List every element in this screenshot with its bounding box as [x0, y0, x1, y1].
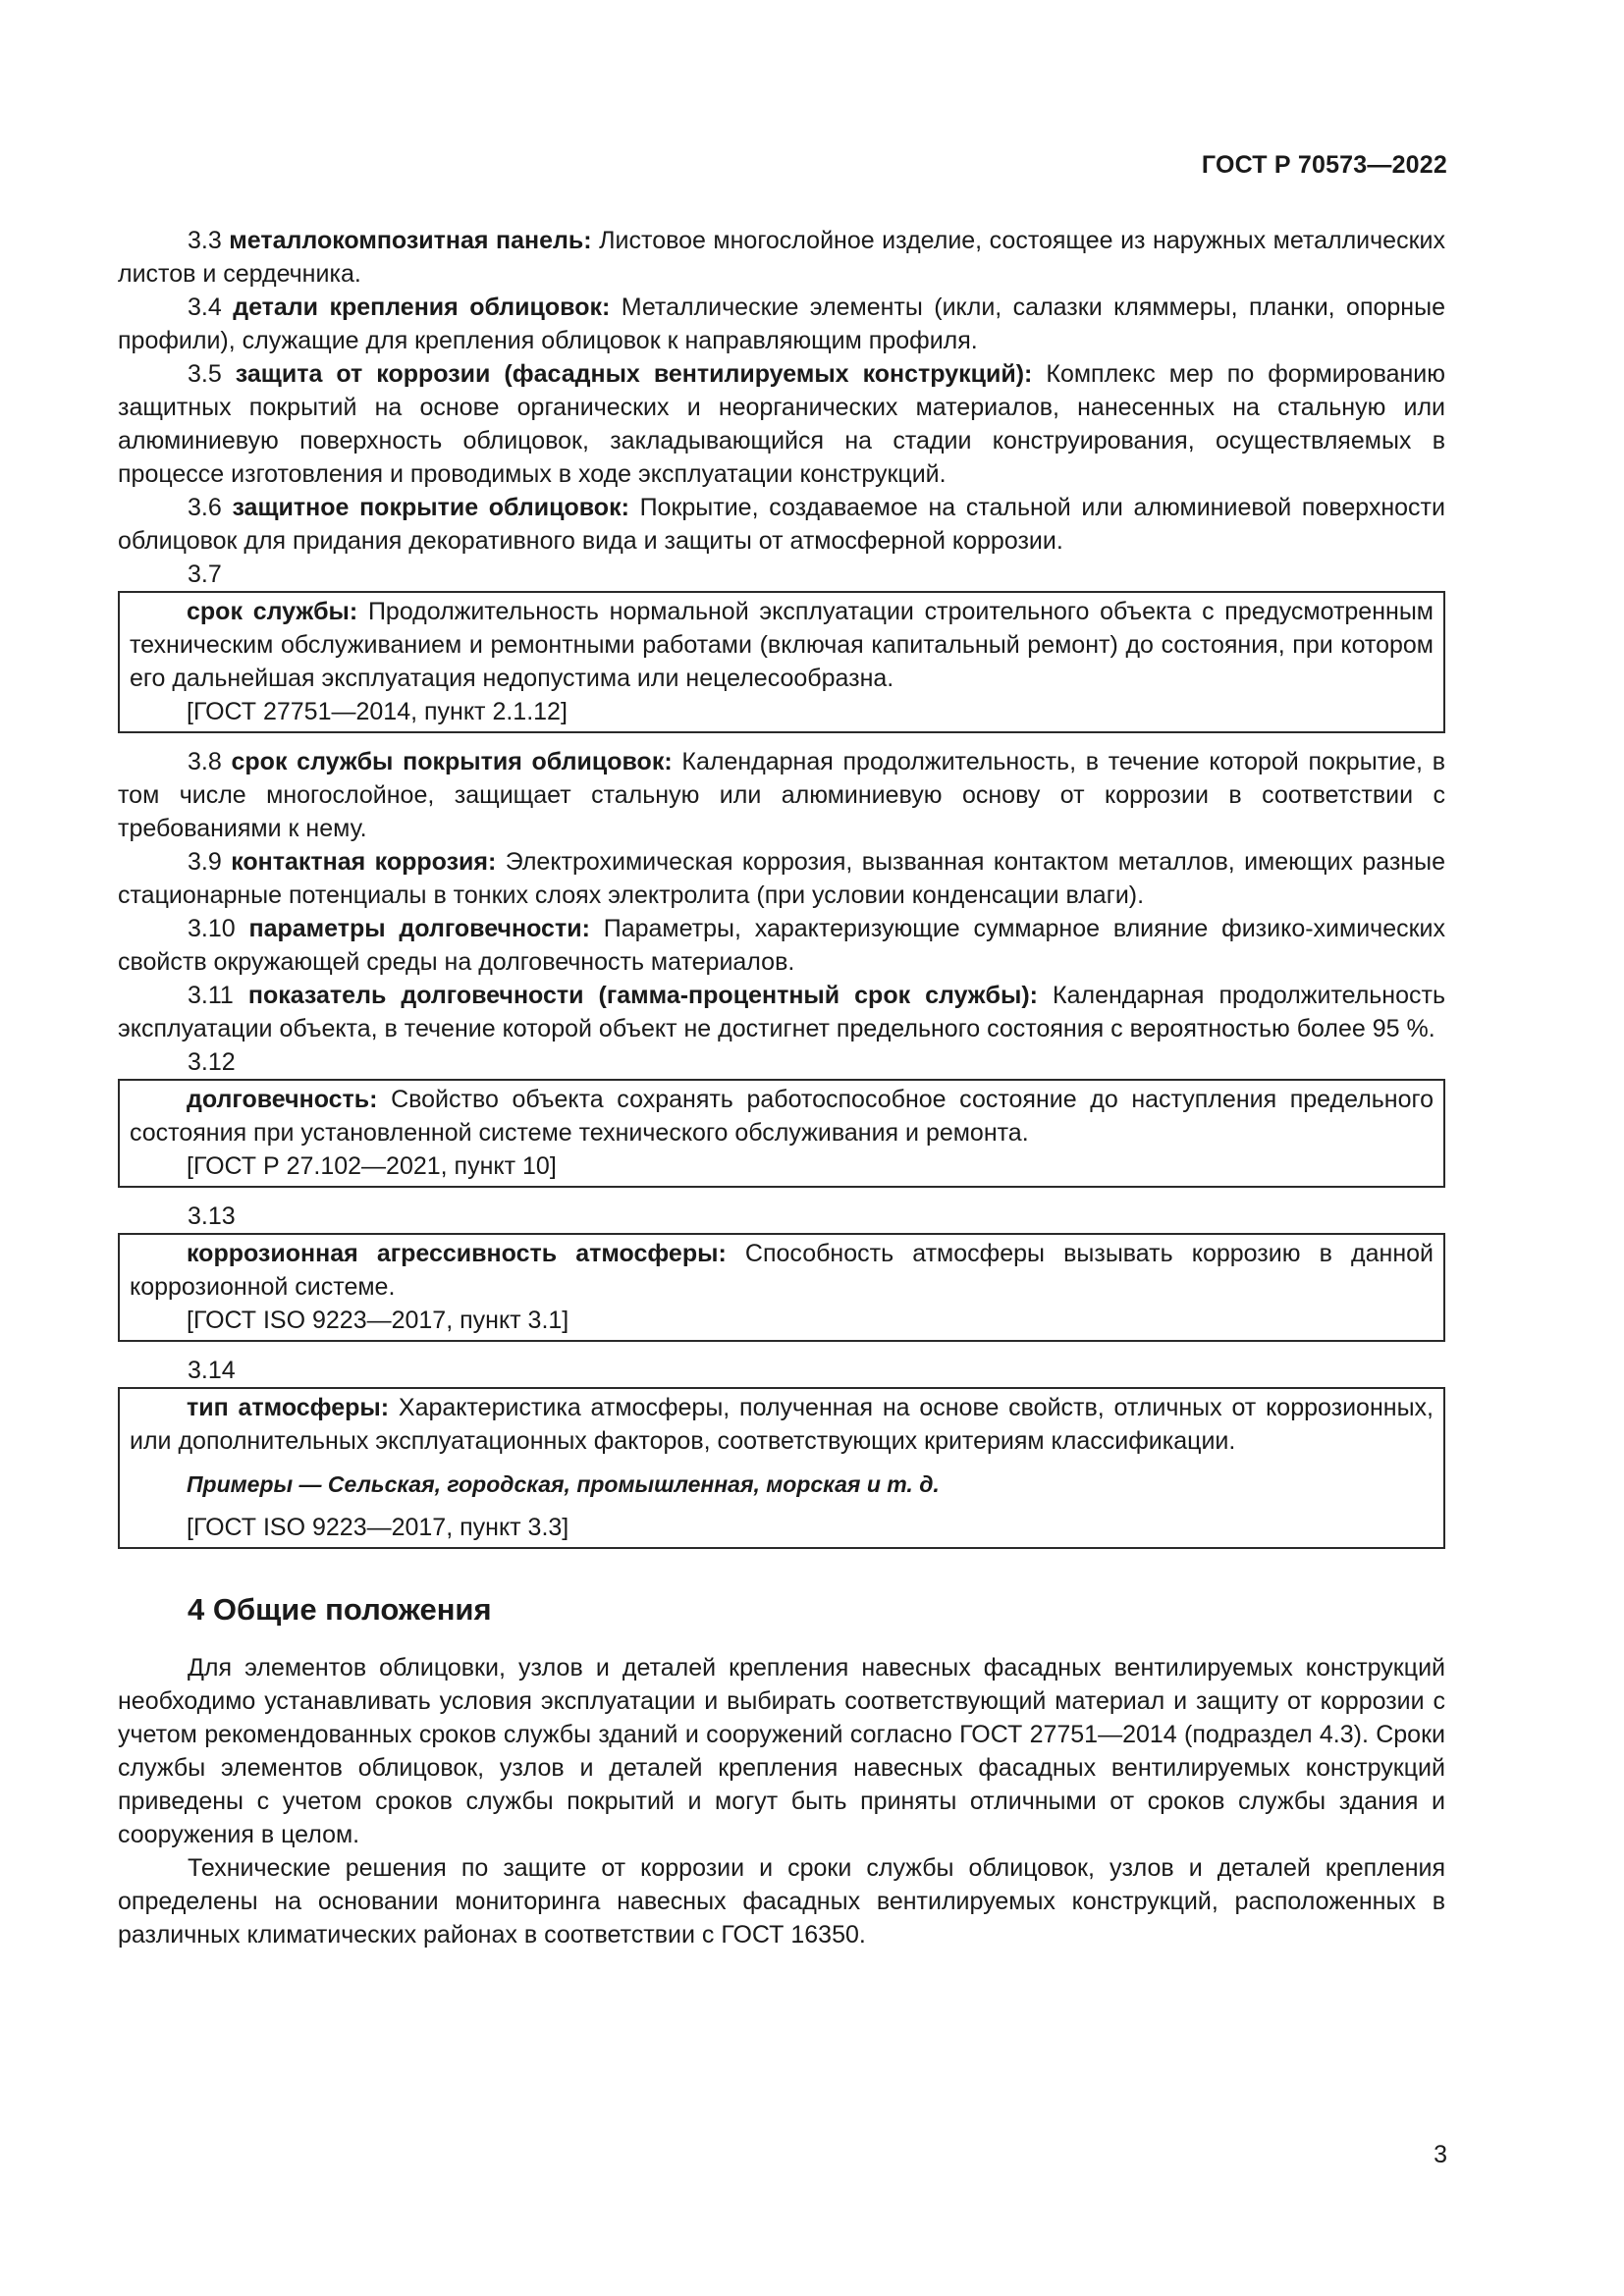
term-3-6: 3.6 защитное покрытие облицовок: Покрытие, создаваемое на стальной или алюминиевой поверхности облицовок для придания декоративного вида и защиты от атмосферной коррозии.: [118, 494, 1445, 555]
term-3-7-source: [ГОСТ 27751—2014, пункт 2.1.12]: [187, 698, 568, 725]
term-3-14-number: 3.14: [188, 1357, 236, 1384]
term-3-7-box: [118, 591, 1445, 733]
term-3-12-definition: долговечность: Свойство объекта сохранять работоспособное состояние до наступления предельного состояния при установленной системе технического обслуживания и ремонта.: [130, 1086, 1434, 1147]
term-3-14-box: [118, 1387, 1445, 1549]
term-3-8: 3.8 срок службы покрытия облицовок: Календарная продолжительность, в течение которой покрытие, в том числе многослойное, защищает стальную или алюминиевую основу от коррозии в соответствии с требованиями к нему.: [118, 748, 1445, 842]
section-4-heading: 4 Общие положения: [188, 1592, 492, 1627]
term-3-3: 3.3 металлокомпозитная панель: Листовое многослойное изделие, состоящее из наружных металлических листов и сердечника.: [118, 227, 1445, 288]
term-3-14-definition: тип атмосферы: Характеристика атмосферы, полученная на основе свойств, отличных от коррозионных, или дополнительных эксплуатационных факторов, соответствующих критериям классификации.: [130, 1394, 1434, 1455]
term-3-4: 3.4 детали крепления облицовок: Металлические элементы (икли, салазки кляммеры, планки, опорные профили), служащие для крепления облицовок к направляющим профиля.: [118, 294, 1445, 354]
term-3-14-source: [ГОСТ ISO 9223—2017, пункт 3.3]: [187, 1514, 569, 1541]
term-3-14-example: Примеры — Сельская, городская, промышленная, морская и т. д.: [187, 1471, 940, 1497]
term-3-7-number: 3.7: [188, 561, 222, 588]
term-3-11: 3.11 показатель долговечности (гамма-процентный срок службы): Календарная продолжительность эксплуатации объекта, в течение которой объект не достигнет предельного состояния с вероятностью более 95 %.: [118, 982, 1445, 1042]
term-3-12-number: 3.12: [188, 1048, 236, 1076]
term-3-13-source: [ГОСТ ISO 9223—2017, пункт 3.1]: [187, 1307, 569, 1334]
term-3-7-definition: срок службы: Продолжительность нормальной эксплуатации строительного объекта с предусмотренным техническим обслуживанием и ремонтными работами (включая капитальный ремонт) до состояния, при котором его дальнейшая эксплуатация недопустима или нецелесообразна.: [130, 598, 1434, 692]
term-3-13-number: 3.13: [188, 1202, 236, 1230]
page-number: 3: [1434, 2141, 1447, 2168]
term-3-9: 3.9 контактная коррозия: Электрохимическая коррозия, вызванная контактом металлов, имеющих разные стационарные потенциалы в тонких слоях электролита (при условии конденсации влаги).: [118, 848, 1446, 909]
term-3-13-definition: коррозионная агрессивность атмосферы: Способность атмосферы вызывать коррозию в данной коррозионной системе.: [130, 1240, 1434, 1301]
term-3-12-box: [118, 1079, 1445, 1188]
term-3-10: 3.10 параметры долговечности: Параметры, характеризующие суммарное влияние физико-химических свойств окружающей среды на долговечность материалов.: [118, 915, 1446, 976]
term-3-12-source: [ГОСТ Р 27.102—2021, пункт 10]: [187, 1152, 557, 1180]
document-code: ГОСТ Р 70573—2022: [1201, 151, 1447, 179]
term-3-13-box: [118, 1233, 1445, 1342]
term-3-5: 3.5 защита от коррозии (фасадных вентилируемых конструкций): Комплекс мер по формированию защитных покрытий на основе органических и неорганических материалов, нанесенных на стальную или алюминиевую поверхность облицовок, закладывающийся на стадии конструирования, осуществляемых в процессе изготовления и проводимых в ходе эксплуатации конструкций.: [118, 360, 1445, 488]
document-body: [118, 224, 1445, 1951]
section-4-paragraph-1: Для элементов облицовки, узлов и деталей крепления навесных фасадных вентилируемых конструкций необходимо устанавливать условия эксплуатации и выбирать соответствующий материал и защиту от коррозии с учетом рекомендованных сроков службы зданий и сооружений согласно ГОСТ 27751—2014 (подраздел 4.3). Сроки службы элементов облицовок, узлов и деталей крепления навесных фасадных вентилируемых конструкций приведены с учетом сроков службы покрытий и могут быть приняты отличными от сроков службы здания и сооружения в целом.: [118, 1654, 1445, 1848]
section-4-paragraph-2: Технические решения по защите от коррозии и сроки службы облицовок, узлов и деталей крепления определены на основании мониторинга навесных фасадных вентилируемых конструкций, расположенных в различных климатических районах в соответствии с ГОСТ 16350.: [118, 1854, 1445, 1949]
